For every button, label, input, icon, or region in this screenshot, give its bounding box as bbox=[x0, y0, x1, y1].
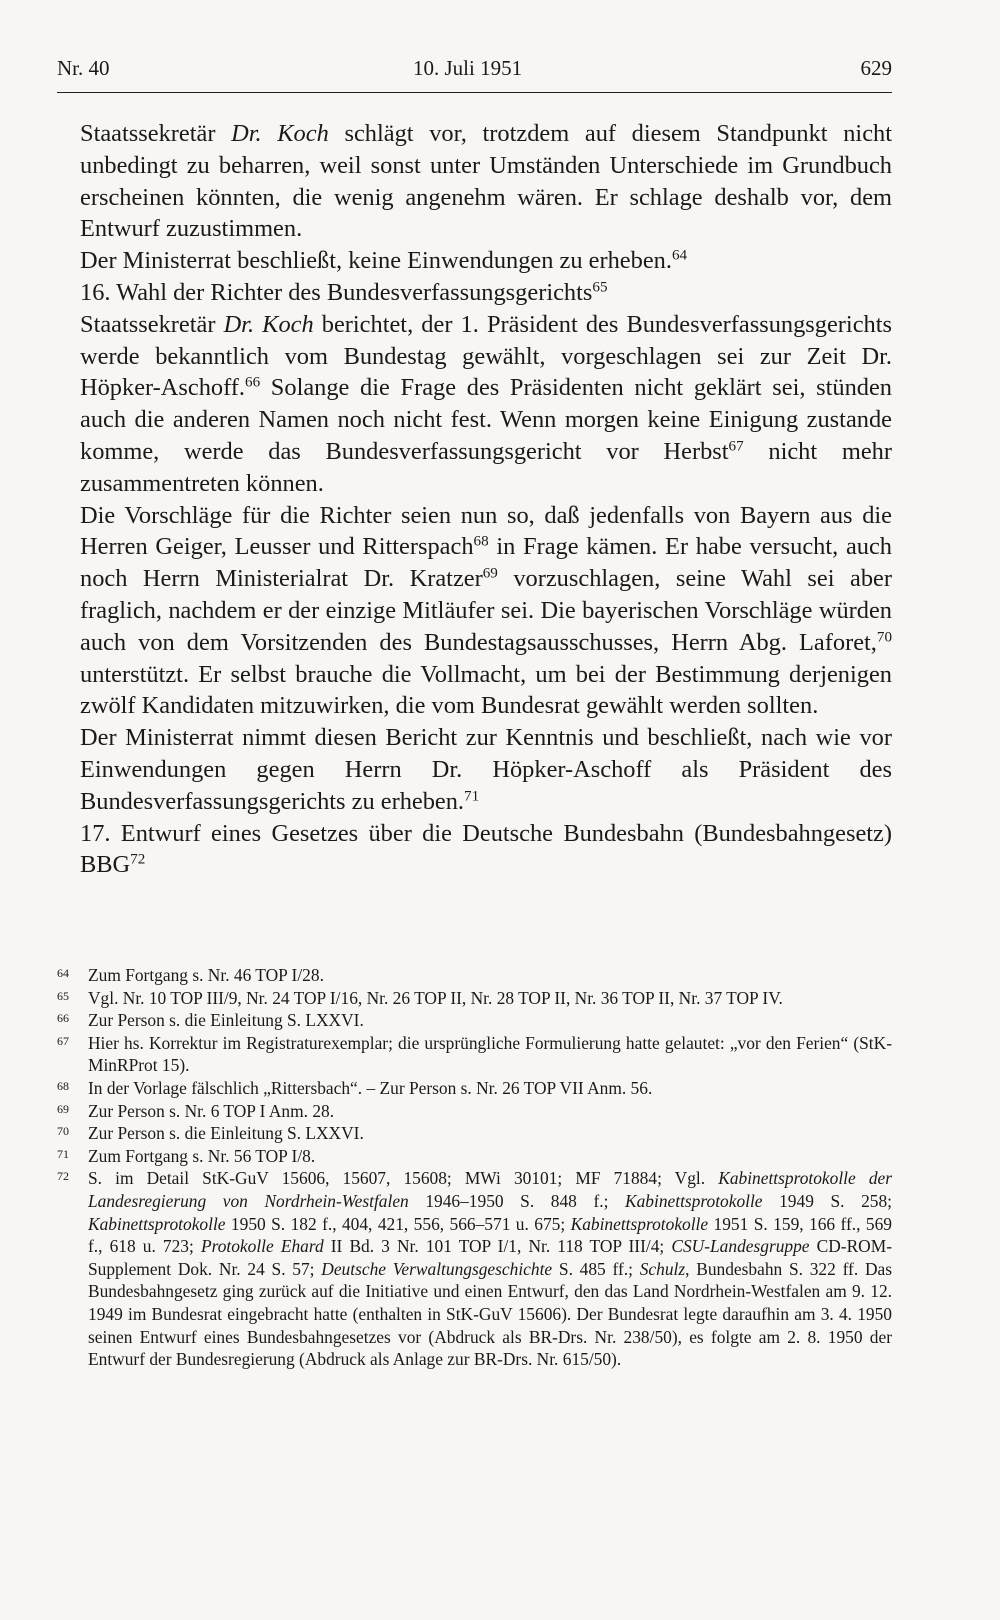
header-rule bbox=[57, 92, 892, 93]
footnote-number: 64 bbox=[57, 966, 69, 980]
footnote-ref: 64 bbox=[671, 247, 688, 264]
footnote: 65 Vgl. Nr. 10 TOP III/9, Nr. 24 TOP I/16, Nr. 26 TOP II, Nr. 28 TOP II, Nr. 36 TOP II, Nr. 37 TOP IV. bbox=[57, 987, 783, 1008]
footnote-number: 67 bbox=[57, 1033, 69, 1048]
footnote: 71 Zum Fortgang s. Nr. 56 TOP I/8. bbox=[57, 1145, 316, 1166]
footnote-ref: 67 bbox=[728, 438, 744, 455]
paragraph: Die Vorschläge für die Richter seien nun so, daß jedenfalls von Bayern aus die Herren Geiger, Leusser und Ritterspach$^{68}$ in Frage kämen. Er habe versucht, auch noch Herrn Ministerialrat Dr. Kratzer$^{69}$ vorzuschlagen, seine Wahl sei aber fraglich, nachdem er der einzige Mitläufer sei. Die bayerischen Vorschläge würden auch von dem Vorsitzenden des Bundestagsausschusses, Herrn Abg. Laforet,$^{70}$ unterstützt. Er selbst brauche die Vollmacht, um bei der Bestimmung derjenigen zwölf Kandidaten mitzuwirken, die vom Bundesrat gewählt werden sollten. bbox=[80, 501, 892, 720]
person-name: Dr. Koch bbox=[223, 310, 314, 338]
footnote-number: 71 bbox=[57, 1146, 69, 1161]
citation-title: Deutsche Verwaltungsgeschichte bbox=[321, 1258, 553, 1279]
footnote-ref: 71 bbox=[464, 788, 480, 805]
footnote: 64 Zum Fortgang s. Nr. 46 TOP I/28. bbox=[57, 965, 324, 985]
agenda-item-heading: 17. Entwurf eines Gesetzes über die Deutsche Bundesbahn (Bundesbahngesetz) BBG$^{72}$ bbox=[80, 819, 892, 879]
footnote-ref: 69 bbox=[482, 565, 498, 582]
footnote: 72 S. im Detail StK-GuV 15606, 15607, 15608; MWi 30101; MF 71884; Vgl. Kabinettsprotokolle der Landesregierung von Nordrhein-Westfalen 1946–1950 S. 848 f.; Kabinettsprotokolle 1949 S. 258; Kabinettsprotokolle 1950 S. 182 f., 404, 421, 556, 566–571 u. 675; Kabinettsprotokolle 1951 S. 159, 166 ff., 569 f., 618 u. 723; Protokolle Ehard II Bd. 3 Nr. 101 TOP I/1, Nr. 118 TOP III/4; CSU-Landesgruppe CD-ROM-Supplement Dok. Nr. 24 S. 57; Deutsche Verwaltungsgeschichte S. 485 ff.; Schulz, Bundesbahn S. 322 ff. Das Bundesbahngesetz ging zurück auf die Initiative und einen Entwurf, den das Land Nordrhein-Westfalen am 9. 12. 1949 im Bundesrat eingebracht hatte (enthalten in StK-GuV 15606). Der Bundesrat legte daraufhin am 3. 4. 1950 seinen Entwurf eines Bundesbahngesetzes vor (Abdruck als BR-Drs. Nr. 238/50), es folgte am 2. 8. 1950 der Entwurf der Bundesregierung (Abdruck als Anlage zur BR-Drs. Nr. 615/50). bbox=[57, 1168, 893, 1370]
footnote-number: 68 bbox=[57, 1078, 69, 1093]
footnotes bbox=[57, 964, 892, 1371]
paragraph: Der Ministerrat nimmt diesen Bericht zur Kenntnis und beschließt, nach wie vor Einwendungen gegen Herrn Dr. Höpker-Aschoff als Präsident des Bundesverfassungsgerichts zu erheben.$^{71}$ bbox=[80, 724, 892, 815]
footnote-number: 70 bbox=[57, 1124, 69, 1139]
footnote-ref: 72 bbox=[130, 852, 146, 869]
footnote-ref: 68 bbox=[473, 534, 489, 551]
footnote-number: 72 bbox=[57, 1169, 69, 1184]
paragraph: Staatssekretär Dr. Koch schlägt vor, trotzdem auf diesem Standpunkt nicht unbedingt zu beharren, weil sonst unter Umständen Unterschiede im Grundbuch erscheinen könnten, die wenig angenehm wären. Er schlage deshalb vor, dem Entwurf zuzustimmen. bbox=[80, 120, 892, 243]
running-head bbox=[57, 56, 892, 88]
page-number: 629 bbox=[860, 56, 892, 80]
citation-title: Protokolle Ehard bbox=[200, 1236, 324, 1257]
paragraph: Staatssekretär Dr. Koch berichtet, der 1. Präsident des Bundesverfassungsgerichts werde bekanntlich vom Bundestag gewählt, vorgeschlagen sei zur Zeit Dr. Höpker-Aschoff.$^{66}$ Solange die Frage des Präsidenten nicht geklärt sei, stünden auch die anderen Namen noch nicht fest. Wenn morgen keine Einigung zustande komme, werde das Bundesverfassungsgericht vor Herbst$^{67}$ nicht mehr zusammentreten können. bbox=[80, 310, 892, 497]
citation-title: Kabinettsprotokolle bbox=[570, 1213, 709, 1234]
citation-title: Kabinettsprotokolle bbox=[88, 1213, 226, 1234]
footnote-number: 69 bbox=[57, 1101, 69, 1116]
paragraph: Der Ministerrat beschließt, keine Einwendungen zu erheben.$^{64}$ bbox=[80, 247, 688, 275]
document-number: Nr. 40 bbox=[57, 56, 110, 80]
footnote: 67 Hier hs. Korrektur im Registraturexemplar; die ursprüngliche Formulierung hatte gelautet: „vor den Ferien“ (StK-MinRProt 15). bbox=[57, 1032, 892, 1076]
footnote: 66 Zur Person s. die Einleitung S. LXXVI. bbox=[57, 1010, 364, 1031]
footnote-ref: 65 bbox=[592, 279, 608, 296]
citation-author: Schulz bbox=[639, 1258, 686, 1279]
citation-title: CSU-Landesgruppe bbox=[671, 1236, 810, 1257]
footnote-ref: 70 bbox=[876, 629, 892, 646]
footnote: 69 Zur Person s. Nr. 6 TOP I Anm. 28. bbox=[57, 1100, 335, 1121]
footnote-ref: 66 bbox=[245, 375, 261, 392]
citation-title: Kabinettsprotokolle bbox=[625, 1190, 763, 1211]
footnote-number: 66 bbox=[57, 1011, 69, 1026]
agenda-item-heading: 16. Wahl der Richter des Bundesverfassungsgerichts$^{65}$ bbox=[80, 278, 608, 306]
person-name: Dr. Koch bbox=[231, 120, 329, 147]
meeting-date: 10. Juli 1951 bbox=[413, 56, 523, 80]
footnote-number: 65 bbox=[57, 988, 69, 1003]
footnote: 70 Zur Person s. die Einleitung S. LXXVI. bbox=[57, 1123, 364, 1144]
citation-title: Kabinettsprotokolle der Landesregierung von Nordrhein-Westfalen bbox=[88, 1168, 892, 1211]
main-text bbox=[80, 118, 892, 881]
footnote: 68 In der Vorlage fälschlich „Rittersbach“. – Zur Person s. Nr. 26 TOP VII Anm. 56. bbox=[57, 1077, 653, 1098]
